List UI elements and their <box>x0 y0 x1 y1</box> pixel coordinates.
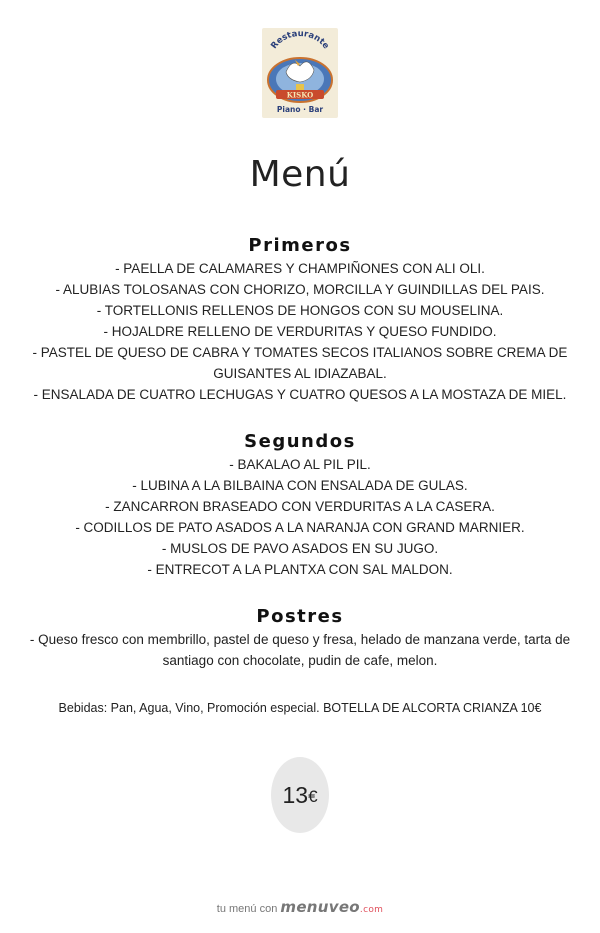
menu-item: - ZANCARRON BRASEADO CON VERDURITAS A LA CASERA. <box>105 499 495 514</box>
menu-item: - MUSLOS DE PAVO ASADOS EN SU JUGO. <box>161 541 439 556</box>
menu-item: - LUBINA A LA BILBAINA CON ENSALADA DE GULAS. <box>132 478 468 493</box>
logo-emblem-icon <box>262 28 338 118</box>
menu-item: - Queso fresco con membrillo, pastel de queso y fresa, helado de manzana verde, tarta de <box>29 632 571 647</box>
price-badge <box>271 757 329 833</box>
menu-item: - BAKALAO AL PIL PIL. <box>229 457 371 472</box>
section-postres <box>0 605 600 671</box>
menu-item: - ALUBIAS TOLOSANAS CON CHORIZO, MORCILLA Y GUINDILLAS DEL PAIS. <box>55 282 545 297</box>
page-title: Menú <box>249 154 351 195</box>
section-items <box>0 629 600 671</box>
section-segundos <box>0 430 600 580</box>
footer <box>0 898 600 916</box>
menu-item: - ENSALADA DE CUATRO LECHUGAS Y CUATRO QUESOS A LA MOSTAZA DE MIEL. <box>33 387 567 402</box>
logo-top-text: Restaurante <box>269 28 331 52</box>
svg-text:Restaurante <box>269 29 331 51</box>
brand-name: menuveo <box>280 898 360 916</box>
section-primeros <box>0 234 600 405</box>
price-currency: € <box>308 787 318 806</box>
menu-item: - TORTELLONIS RELLENOS DE HONGOS CON SU MOUSELINA. <box>96 303 504 318</box>
section-items <box>0 454 600 580</box>
menu-item: - PASTEL DE QUESO DE CABRA Y TOMATES SECOS ITALIANOS SOBRE CREMA DE <box>32 345 568 360</box>
logo-bottom-text: Piano · Bar <box>276 105 324 114</box>
restaurant-logo <box>262 28 338 118</box>
logo-name-text: KISKO <box>286 90 314 100</box>
section-heading: Segundos <box>244 431 356 452</box>
drinks-note: Bebidas: Pan, Agua, Vino, Promoción especial. BOTELLA DE ALCORTA CRIANZA 10€ <box>58 701 542 715</box>
section-heading: Postres <box>256 606 344 627</box>
menu-item: GUISANTES AL IDIAZABAL. <box>213 366 387 381</box>
price-amount: 13 <box>282 781 309 808</box>
menu-item: - PAELLA DE CALAMARES Y CHAMPIÑONES CON ALI OLI. <box>115 261 485 276</box>
menu-item: - ENTRECOT A LA PLANTXA CON SAL MALDON. <box>147 562 453 577</box>
menuveo-logo-link[interactable] <box>280 898 383 916</box>
menu-item: - CODILLOS DE PATO ASADOS A LA NARANJA CON GRAND MARNIER. <box>75 520 525 535</box>
brand-suffix: .com <box>359 905 384 915</box>
menu-item: - HOJALDRE RELLENO DE VERDURITAS Y QUESO FUNDIDO. <box>103 324 497 339</box>
section-heading: Primeros <box>248 235 352 256</box>
menu-item: santiago con chocolate, pudin de cafe, melon. <box>162 653 438 668</box>
section-items <box>0 258 600 405</box>
footer-prefix: tu menú con <box>216 903 278 915</box>
